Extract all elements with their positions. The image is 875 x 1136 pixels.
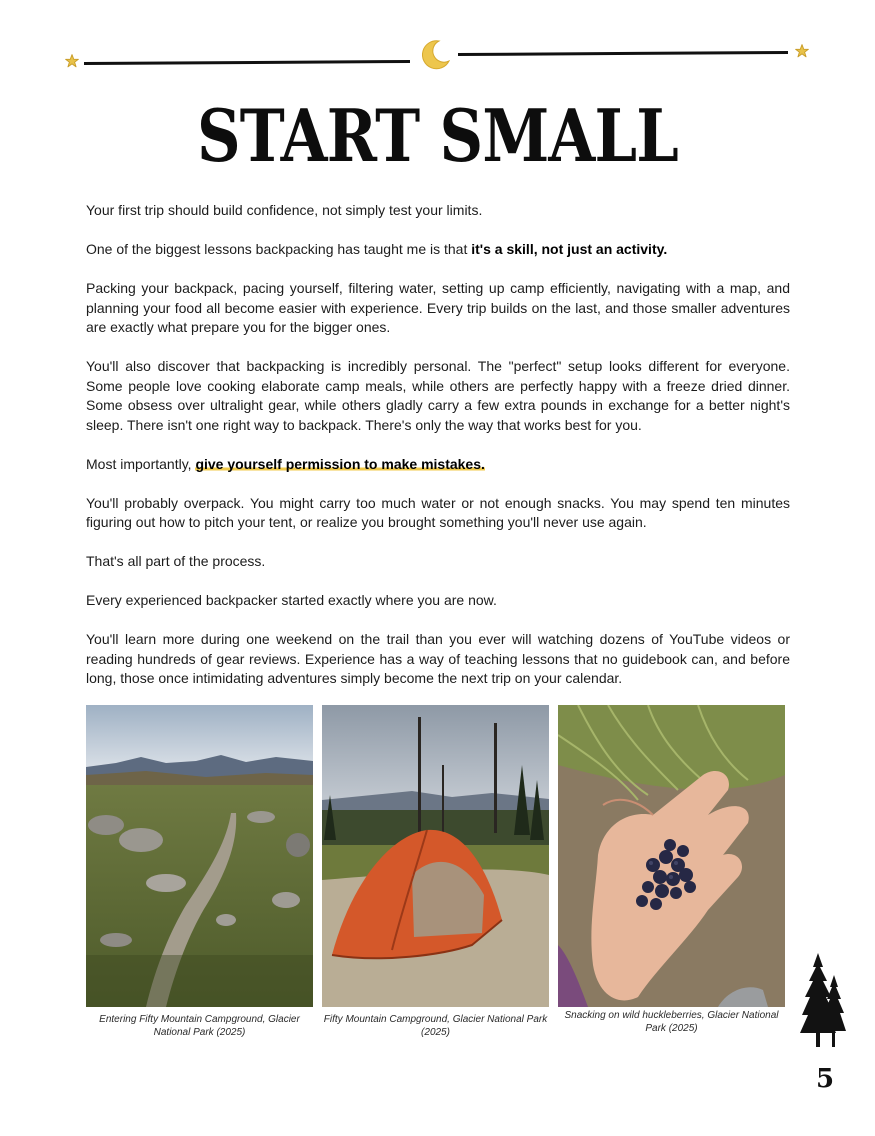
paragraph: Packing your backpack, pacing yourself, filtering water, setting up camp efficiently, navigating with a map, and planning your food all become easier with experience. Every trip builds on the last, and those smaller adventures are exactly what prepare you for the bigger ones. xyxy=(86,280,790,335)
photo-huckleberries xyxy=(558,705,785,1007)
photo-trail xyxy=(86,705,313,1007)
page-title: START SMALL xyxy=(196,93,678,178)
page-number: 5 xyxy=(815,1064,835,1094)
paragraph: You'll learn more during one weekend on the trail than you ever will watching dozens of YouTube videos or reading hundreds of gear reviews. Experience has a way of teaching lessons that no guidebook can, and before long, those once intimidating adventures simply become the next trip on your calendar. xyxy=(86,631,790,686)
star-icon xyxy=(795,44,809,58)
header-divider xyxy=(60,32,820,82)
paragraph: That's all part of the process. xyxy=(86,553,266,569)
paragraph-text: One of the biggest lessons backpacking has taught me is that xyxy=(86,241,472,257)
photo-caption: Fifty Mountain Campground, Glacier National Park (2025) xyxy=(323,1014,548,1038)
moon-icon xyxy=(417,37,453,73)
photo-tent xyxy=(322,705,549,1007)
photo-caption: Snacking on wild huckleberries, Glacier National Park (2025) xyxy=(564,1010,779,1034)
paragraph xyxy=(86,455,790,475)
paragraph: Your first trip should build confidence, not simply test your limits. xyxy=(86,202,483,218)
paragraph: Every experienced backpacker started exactly where you are now. xyxy=(86,592,497,608)
pine-trees-icon xyxy=(800,953,848,1049)
paragraph: You'll also discover that backpacking is incredibly personal. The "perfect" setup looks different for everyone. Some people love cooking elaborate camp meals, while others are perfectly happy with a freeze dried dinner. Some obsess over ultralight gear, while others gladly carry a few extra pounds in exchange for a better night's sleep. There isn't one right way to backpack. There's only the way that works best for you. xyxy=(86,358,790,433)
article-body xyxy=(86,201,790,708)
photo-gallery xyxy=(86,705,786,1045)
paragraph: You'll probably overpack. You might carry too much water or not enough snacks. You may spend ten minutes figuring out how to pitch your tent, or realize you brought something you'll never use again. xyxy=(86,494,790,530)
paragraph-text: Most importantly, xyxy=(86,455,196,472)
bold-phrase: it's a skill, not just an activity. xyxy=(471,241,668,257)
highlighted-phrase: give yourself permission to make mistakes. xyxy=(195,455,485,472)
paragraph xyxy=(86,240,790,260)
divider-line-left xyxy=(84,60,410,65)
divider-line-right xyxy=(458,51,788,56)
photo-caption: Entering Fifty Mountain Campground, Glacier National Park (2025) xyxy=(99,1014,300,1038)
star-icon xyxy=(65,54,79,68)
